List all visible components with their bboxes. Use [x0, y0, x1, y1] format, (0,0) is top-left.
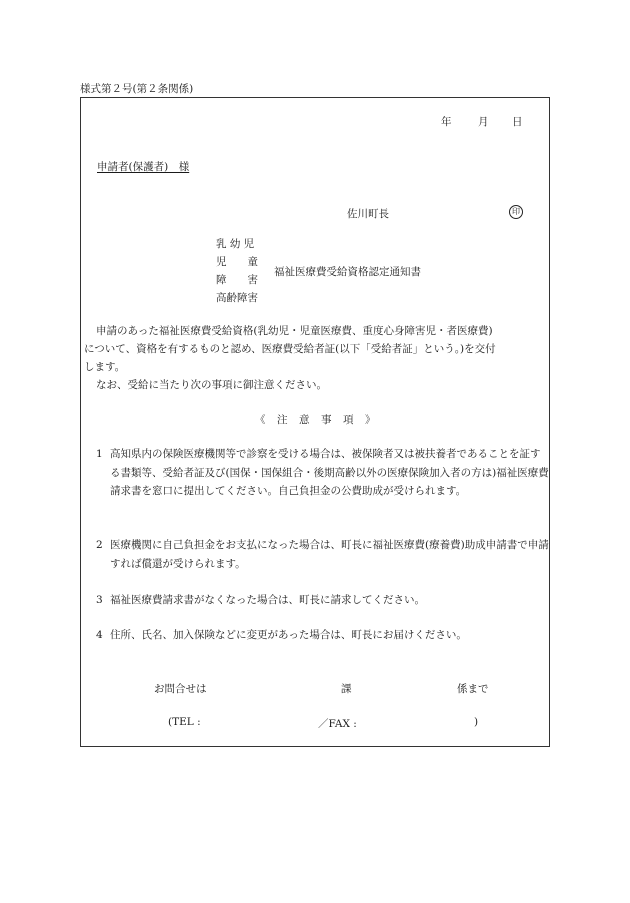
- contact-tel: (TEL :: [168, 716, 201, 728]
- note-text: 福祉医療費請求書がなくなった場合は、町長に請求してください。: [110, 594, 425, 606]
- body-para2: なお、受給に当たり次の事項に御注意ください。: [96, 379, 327, 391]
- notice-heading: 《 注 意 事 項 》: [255, 414, 376, 426]
- sender-name: 佐川町長: [347, 208, 389, 220]
- contact-unit: 係まで: [457, 683, 489, 695]
- contact-inquiry: お問合せは: [154, 683, 207, 695]
- seal-stamp: 印: [509, 205, 523, 219]
- note-number: 4: [96, 629, 103, 641]
- category-infant: 乳 幼 児: [216, 238, 255, 250]
- body-para1-line1: 申請のあった福祉医療費受給資格(乳幼児・児童医療費、重度心身障害児・者医療費): [96, 325, 493, 337]
- form-number-label: 様式第２号(第２条関係): [80, 83, 194, 95]
- note-number: 1: [96, 448, 103, 460]
- date-month: 月: [478, 116, 489, 128]
- note-number: 2: [96, 539, 103, 551]
- recipient-line: 申請者(保護者) 様: [97, 161, 190, 173]
- note-text: 住所、氏名、加入保険などに変更があった場合は、町長にお届けください。: [110, 629, 467, 641]
- contact-section: 課: [341, 683, 352, 695]
- category-child: 児 童: [216, 256, 258, 268]
- body-para1-line3: します。: [84, 361, 126, 373]
- body-para1-line2: について、資格を有するものと認め、医療費受給者証(以下「受給者証」という。)を交付: [84, 343, 496, 355]
- note-text: 高知県内の保険医療機関等で診察を受ける場合は、被保険者又は被扶養者であることを証する書類等、受給者証及び(国保・国保組合・後期高齢以外の医療保険加入者の方は)福祉医療費請求書を窓口に提出してください。自己負担金の公費助成が受けられます。: [110, 448, 549, 497]
- document-title: 福祉医療費受給資格認定通知書: [274, 266, 421, 278]
- category-elderly-disability: 高齢障害: [216, 292, 258, 304]
- note-text: 医療機関に自己負担金をお支払になった場合は、町長に福祉医療費(療養費)助成申請書で申請すれば償還が受けられます。: [110, 539, 549, 570]
- note-number: 3: [96, 594, 103, 606]
- category-disability: 障 害: [216, 274, 258, 286]
- date-day: 日: [512, 116, 523, 128]
- contact-fax: ／FAX :: [318, 718, 357, 730]
- date-year: 年: [441, 116, 452, 128]
- contact-close: ): [474, 716, 479, 728]
